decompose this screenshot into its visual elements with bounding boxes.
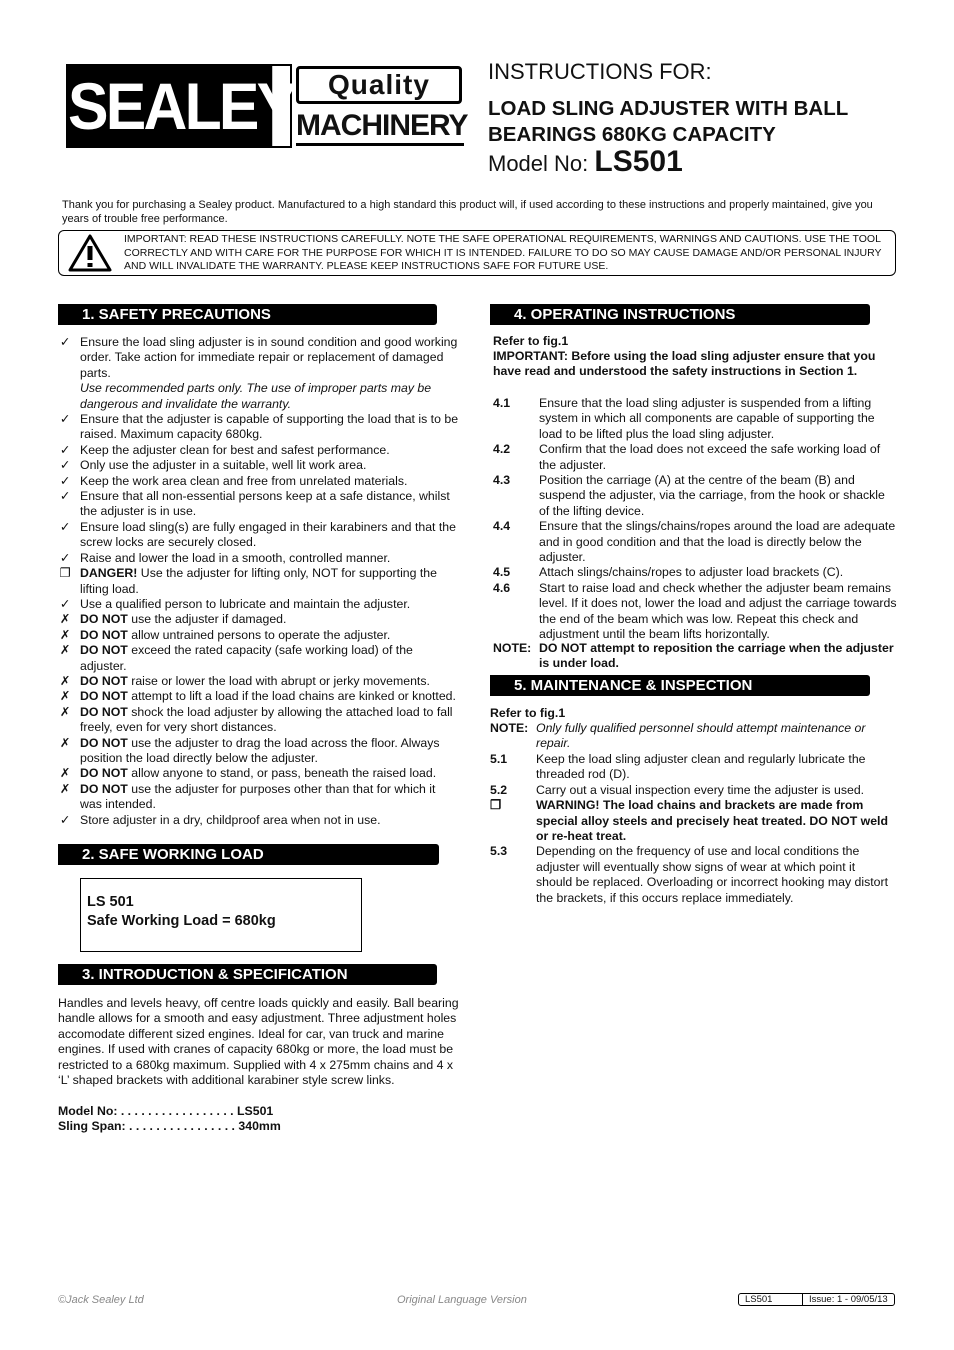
operating-step — [493, 519, 897, 565]
step-number: 4.4 — [493, 519, 511, 534]
safety-mark-icon: ✗ — [59, 673, 71, 688]
safety-item-text: use the adjuster to drag the load across the floor. Always position the load directly below the adjuster. — [80, 735, 440, 765]
safety-mark-icon: ✗ — [59, 643, 71, 658]
operating-step — [493, 442, 897, 473]
maintenance-step — [490, 798, 894, 844]
section5-refer: Refer to fig.1 — [490, 706, 566, 720]
safety-item-text: exceed the rated capacity (safe working load) of the adjuster. — [80, 643, 413, 673]
step-number: 4.6 — [493, 580, 511, 595]
logo-quality-text: Quality — [296, 66, 462, 104]
safety-item-text: Store adjuster in a dry, childproof area when not in use. — [80, 812, 381, 827]
issue-box — [738, 1293, 895, 1306]
maintenance-step-text: Depending on the frequency of use and local conditions the adjuster will eventually show signs of wear at which point it should be replaced. Overloading or incorrect hooking may distort the brackets, if this occurs replace immediately. — [536, 844, 889, 905]
safety-mark-icon: ✓ — [59, 489, 71, 504]
step-number: 4.1 — [493, 396, 511, 410]
section4-note-text: DO NOT attempt to reposition the carriage when the adjuster is under load. — [539, 641, 894, 671]
product-title: LOAD SLING ADJUSTER WITH BALL BEARINGS 680KG CAPACITY — [488, 97, 848, 146]
safety-item-text: Ensure the load sling adjuster is in sound condition and good working order. Take action for immediate repair or replacement of damaged parts. — [80, 335, 458, 380]
spec-model — [58, 1104, 273, 1119]
safety-mark-icon: ✓ — [59, 442, 71, 457]
safety-item — [58, 782, 460, 813]
safety-item-text: Keep the adjuster clean for best and safest performance. — [80, 442, 390, 457]
safety-item-text: Use a qualified person to lubricate and maintain the adjuster. — [80, 596, 411, 611]
safety-mark-icon: ✗ — [59, 689, 71, 704]
safety-item-text: use the adjuster for purposes other than that for which it was intended. — [80, 781, 436, 812]
safety-item-text: allow untrained persons to operate the adjuster. — [127, 627, 391, 642]
safety-mark-icon: ✓ — [59, 412, 71, 427]
safety-item-text: Raise and lower the load in a smooth, controlled manner. — [80, 550, 391, 565]
maintenance-step — [490, 783, 894, 798]
issue-date: Issue: 1 - 09/05/13 — [802, 1294, 894, 1305]
safety-list — [58, 335, 460, 828]
section3-heading: 3. INTRODUCTION & SPECIFICATION — [58, 964, 437, 985]
safety-mark-icon: ✓ — [59, 473, 71, 488]
issue-code: LS501 — [745, 1294, 773, 1305]
maintenance-step-text: WARNING! The load chains and brackets are made from special alloy steels and precisely heat treated. DO NOT weld or re-heat treat. — [536, 798, 888, 844]
section5-note-label: NOTE: — [490, 721, 529, 735]
safety-item — [58, 813, 460, 828]
safety-item-emphasis: DO NOT — [80, 643, 128, 658]
instructions-for-label: INSTRUCTIONS FOR: — [488, 59, 712, 84]
maintenance-step — [490, 844, 894, 906]
safety-item-note: Use recommended parts only. The use of improper parts may be dangerous and invalidate the warranty. — [80, 381, 432, 411]
maintenance-step-text: Keep the load sling adjuster clean and regularly lubricate the threaded rod (D). — [536, 752, 866, 782]
maintenance-step-number: 5.2 — [490, 782, 508, 797]
safety-item — [58, 689, 460, 704]
safety-item-text: allow anyone to stand, or pass, beneath the raised load. — [127, 766, 437, 781]
step-number: 4.5 — [493, 565, 511, 580]
maintenance-step-number: ❐ — [490, 798, 502, 813]
spec-sling-span — [58, 1119, 281, 1134]
safety-mark-icon: ✗ — [59, 612, 71, 627]
safety-item — [58, 597, 460, 612]
spec-model-value: LS501 — [237, 1104, 274, 1118]
safety-item — [58, 628, 460, 643]
section5-note-text: Only fully qualified personnel should attempt maintenance or repair. — [536, 721, 866, 751]
safety-item-emphasis: DO NOT — [80, 781, 128, 796]
safety-item — [58, 736, 460, 767]
step-text: Ensure that the slings/chains/ropes around the load are adequate and in good condition and that the load is directly below the adjuster. — [539, 519, 896, 565]
safety-item-emphasis: DANGER! — [80, 566, 138, 581]
step-number: 4.3 — [493, 473, 511, 488]
safe-working-load-box — [80, 878, 362, 952]
step-number: 4.2 — [493, 442, 511, 457]
safety-mark-icon: ✗ — [59, 627, 71, 642]
safety-mark-icon: ✗ — [59, 766, 71, 781]
safety-item-text: Keep the work area clean and free from unrelated materials. — [80, 473, 408, 488]
step-text: Start to raise load and check whether the adjuster beam remains level. If it does not, lower the load and adjust the carriage towards the end of the beam which was low. Repeat this check and adjustment until the beam lifts horizontally. — [539, 580, 897, 642]
operating-step — [493, 581, 897, 643]
spec-span-label: Sling Span: . . . . . . . . . . . . . . . . — [58, 1119, 235, 1133]
safety-mark-icon: ✓ — [59, 596, 71, 611]
safety-item — [58, 566, 460, 597]
safety-item-emphasis: DO NOT — [80, 704, 128, 719]
safety-item-text: Ensure load sling(s) are fully engaged in their karabiners and that the screw locks are securely closed. — [80, 519, 456, 550]
safety-item-text: Use the adjuster for lifting only, NOT for supporting the lifting load. — [80, 566, 437, 596]
step-text: Position the carriage (A) at the centre of the beam (B) and suspend the adjuster, via the carriage, from the hook or shackle of the lifting device. — [539, 473, 885, 518]
safety-item — [58, 551, 460, 566]
safety-item-text: attempt to lift a load if the load chains are kinked or knotted. — [127, 689, 456, 704]
swl-model: LS 501 — [87, 894, 134, 910]
operating-list — [493, 396, 897, 643]
introduction-text: Handles and levels heavy, off centre loads quickly and easily. Ball bearing handle allows for a smooth and easy adjustment. Three adjustment holes accomodate different sized engines. Ideal for car, van truck and marine engines. If used with cranes of capacity 680kg or more, the load must be restricted to a 680kg maximum. Supplied with 4 x 275mm chains and 4 x ‘L’ shaped brackets with additional karabiner style screw links. — [58, 996, 459, 1088]
section4-refer: Refer to fig.1 — [493, 334, 569, 348]
safety-item-emphasis: DO NOT — [80, 735, 128, 750]
safety-item-text: Ensure that all non-essential persons keep at a safe distance, whilst the adjuster is in use. — [80, 489, 450, 519]
safety-mark-icon: ✓ — [59, 550, 71, 565]
safety-item — [58, 474, 460, 489]
safety-item-text: raise or lower the load with abrupt or jerky movements. — [127, 673, 430, 688]
section5-heading: 5. MAINTENANCE & INSPECTION — [490, 675, 870, 696]
maintenance-step-text: Carry out a visual inspection every time the adjuster is used. — [536, 782, 865, 797]
safety-item-text: Ensure that the adjuster is capable of supporting the load that is to be raised. Maximum capacity 680kg. — [80, 412, 459, 442]
safety-item — [58, 520, 460, 551]
safety-mark-icon: ✓ — [59, 458, 71, 473]
section4-heading: 4. OPERATING INSTRUCTIONS — [490, 304, 870, 325]
model-label: Model No: — [488, 151, 589, 176]
step-text: Attach slings/chains/ropes to adjuster load brackets (C). — [539, 565, 844, 580]
section5-note — [490, 721, 894, 752]
maintenance-step — [490, 752, 894, 783]
maintenance-list — [490, 752, 894, 906]
safety-item — [58, 674, 460, 689]
section2-heading: 2. SAFE WORKING LOAD — [58, 844, 439, 865]
footer-language: Original Language Version — [397, 1294, 527, 1306]
intro-paragraph: Thank you for purchasing a Sealey product. Manufactured to a high standard this product will, if used according to these instructions and properly maintained, give you years of trouble free performance. — [62, 199, 873, 225]
logo-machinery-text: MACHINERY — [296, 106, 464, 146]
safety-item — [58, 705, 460, 736]
model-line — [488, 146, 683, 180]
warning-text: IMPORTANT: READ THESE INSTRUCTIONS CAREFULLY. NOTE THE SAFE OPERATIONAL REQUIREMENTS, WARNINGS AND CAUTIONS. USE THE TOOL CORRECTLY AND WITH CARE FOR THE PURPOSE FOR WHICH IT IS INTENDED. FAILURE TO DO SO MAY CAUSE DAMAGE AND/OR PERSONAL INJURY AND WILL INVALIDATE THE WARRANTY. PLEASE KEEP INSTRUCTIONS SAFE FOR FUTURE USE. — [124, 233, 882, 272]
safety-mark-icon: ❐ — [59, 566, 71, 581]
safety-mark-icon: ✗ — [59, 735, 71, 750]
safety-item-emphasis: DO NOT — [80, 766, 128, 781]
safety-item-emphasis: DO NOT — [80, 627, 128, 642]
section4-important: IMPORTANT: Before using the load sling adjuster ensure that you have read and understood the safety instructions in Section 1. — [493, 349, 876, 379]
safety-item — [58, 766, 460, 781]
safety-item — [58, 412, 460, 443]
safety-item-emphasis: DO NOT — [80, 673, 128, 688]
warning-triangle-icon — [68, 234, 112, 272]
step-text: Ensure that the load sling adjuster is suspended from a lifting system in which all components are capable of supporting the load to be lifted plus the load sling adjuster. — [539, 396, 875, 441]
swl-value: Safe Working Load = 680kg — [87, 913, 276, 929]
safety-mark-icon: ✗ — [59, 704, 71, 719]
safety-item — [58, 489, 460, 520]
safety-mark-icon: ✓ — [59, 335, 71, 349]
operating-step — [493, 565, 897, 580]
safety-item — [58, 612, 460, 627]
maintenance-step-number: 5.1 — [490, 752, 508, 766]
safety-item-emphasis: DO NOT — [80, 689, 128, 704]
footer-copyright: ©Jack Sealey Ltd — [58, 1294, 144, 1306]
safety-item — [58, 335, 460, 412]
section4-note — [493, 641, 897, 672]
safety-mark-icon: ✓ — [59, 812, 71, 827]
safety-mark-icon: ✗ — [59, 781, 71, 796]
safety-item-text: shock the load adjuster by allowing the attached load to fall freely, even for very short distances. — [80, 704, 453, 735]
spec-model-label: Model No: . . . . . . . . . . . . . . . . . — [58, 1104, 234, 1118]
section4-note-label: NOTE: — [493, 641, 532, 655]
operating-step — [493, 396, 897, 442]
step-text: Confirm that the load does not exceed the safe working load of the adjuster. — [539, 442, 881, 472]
safety-item — [58, 643, 460, 674]
safety-item-emphasis: DO NOT — [80, 612, 128, 627]
safety-mark-icon: ✓ — [59, 519, 71, 534]
maintenance-step-number: 5.3 — [490, 844, 508, 859]
sealey-logo — [66, 64, 468, 148]
model-number: LS501 — [594, 145, 683, 178]
safety-item-text: Only use the adjuster in a suitable, well lit work area. — [80, 458, 367, 473]
spec-span-value: 340mm — [238, 1119, 281, 1133]
section1-heading: 1. SAFETY PRECAUTIONS — [58, 304, 437, 325]
safety-item — [58, 458, 460, 473]
operating-step — [493, 473, 897, 519]
safety-item-text: use the adjuster if damaged. — [127, 612, 287, 627]
safety-item — [58, 443, 460, 458]
logo-sealey-text: SEALEY — [68, 66, 272, 146]
